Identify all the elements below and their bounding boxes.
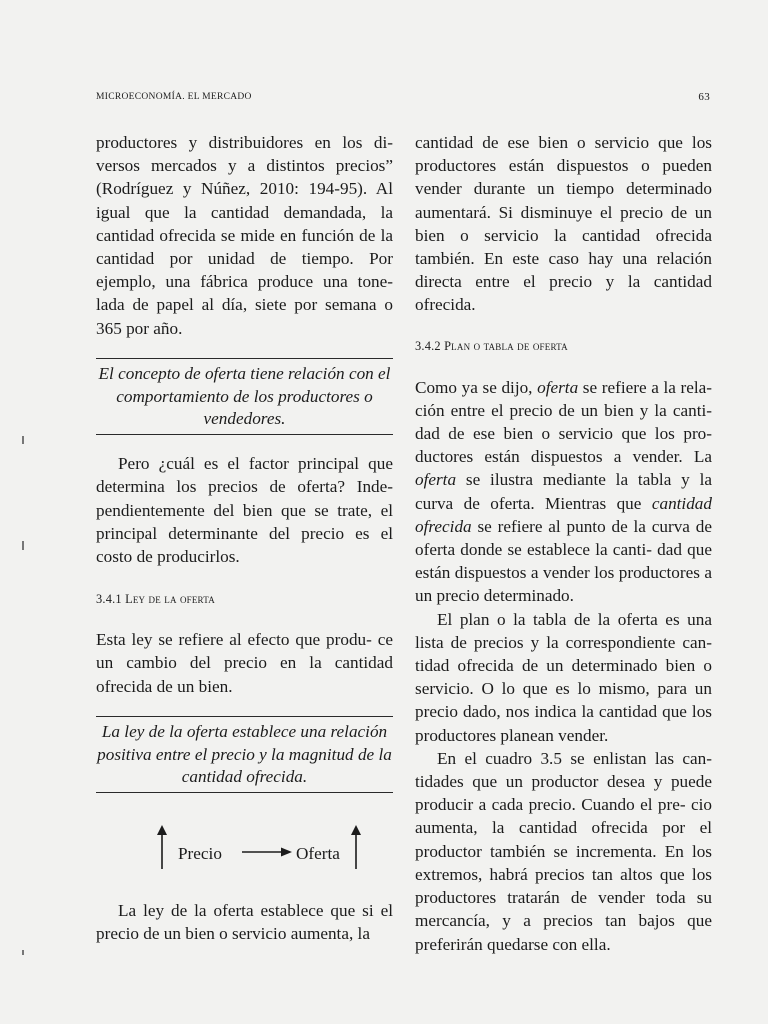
up-arrow-icon [156,825,168,869]
up-arrow-icon [350,825,362,869]
emphasis-oferta: oferta [537,377,579,397]
page-number: 63 [698,91,710,103]
section-title: Ley de la oferta [125,592,215,607]
paragraph-cuadro-3-5: En el cuadro 3.5 se enlistan las can- tidades que un productor desea y puede producir a cada precio. Cuando el pre- cio aumenta, la cantidad ofrecida por el productor también se incrementa. En los extremos, habrá precios tan altos que los productores tratarán de vender toda su mercancía, y a precios tan bajos que preferirán quedarse con ella. [415,748,712,954]
section-heading-3-4-2 [415,339,712,354]
paragraph-law-intro: Esta ley se refiere al efecto que produ- ce un cambio del precio en la cantidad ofrecida de un bien. [96,630,393,696]
price-supply-diagram [96,825,393,885]
running-title: MICROECONOMÍA. EL MERCADO [96,92,252,102]
section-title: Plan o tabla de oferta [444,338,568,353]
right-arrow-icon [242,846,292,858]
paragraph-oferta-definition [415,376,712,608]
scan-mark [22,541,24,550]
paragraph-law-statement: La ley de la oferta establece que si el precio de un bien o servicio aumenta, la [96,901,393,944]
left-column [96,131,393,946]
paragraph-continuation-right: cantidad de ese bien o servicio que los productores están dispuestos o pueden vender durante un tiempo determinado aumentará. Si disminuye el precio de un bien o servicio la cantidad ofrecida también. En este caso hay una relación directa entre el precio y la cantidad ofrecida. [415,133,712,315]
section-number: 3.4.2 [415,338,441,353]
paragraph-question: Pero ¿cuál es el factor principal que determina los precios de oferta? Inde- pendientemente del bien que se trate, el principal determinante del precio es el costo de producirlos. [96,454,393,567]
paragraph-supply-schedule: El plan o la tabla de la oferta es una lista de precios y la correspondiente can- tidad ofrecida de un determinado bien o servicio. O lo que es lo mismo, para un precio dado, nos indica la cantidad que los productores planean vender. [415,609,712,745]
emphasis-cantidad-ofrecida: cantidad ofrecida [415,493,712,536]
text-run: se ilustra mediante la tabla y la curva de oferta. Mientras que [415,470,712,513]
diagram-label-oferta: Oferta [296,844,340,864]
text-run: Como ya se dijo, [415,377,538,397]
emphasis-oferta: oferta [415,470,457,490]
text-run: se refiere a la rela- ción entre el precio de un bien y la canti- dad de ese bien o servicio que los pro- ductores están dispuestos a vender. La [415,377,712,467]
callout-law-of-supply: La ley de la oferta establece una relación positiva entre el precio y la magnitud de la cantidad ofrecida. [97,721,392,787]
section-number: 3.4.1 [96,592,122,607]
paragraph-continuation-left: productores y distribuidores en los di- versos mercados y a distintos precios” (Rodríguez y Núñez, 2010: 194-95). Al igual que la cantidad demandada, la cantidad ofrecida se mide en función de la cantidad por unidad de tiempo. Por ejemplo, una fábrica produce una tone- lada de papel al día, siete por semana o 365 por año. [96,133,393,338]
section-heading-3-4-1 [96,592,393,607]
diagram-label-precio: Precio [178,844,222,864]
scan-mark [22,950,24,955]
right-column [415,131,712,956]
callout-oferta-concept: El concepto de oferta tiene relación con el comportamiento de los productores o vendedores. [98,363,391,429]
text-run: se refiere al punto de la curva de oferta donde se establece la canti- dad que están dispuestos a vender los productores a un precio determinado. [415,516,712,606]
scan-mark [22,436,24,444]
